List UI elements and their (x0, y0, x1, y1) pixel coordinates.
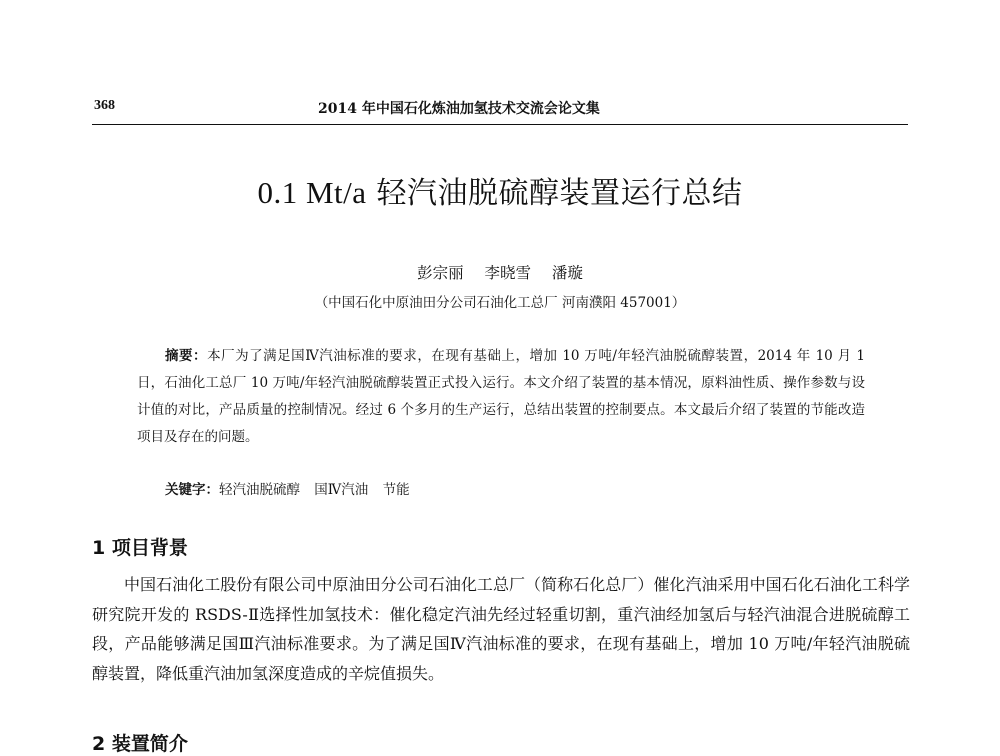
abstract-text: 本厂为了满足国Ⅳ汽油标准的要求，在现有基础上，增加 10 万吨/年轻汽油脱硫醇装置，2014 年 10 月 1 日，石油化工总厂 10 万吨/年轻汽油脱硫醇装置正式投入运行。本文介绍了装置的基本情况，原料油性质、操作参数与设计值的对比，产品质量的控制情况。经过 6 个多月的生产运行，总结出装置的控制要点。本文最后介绍了装置的节能改造项目及存在的问题。 (137, 348, 865, 445)
keywords-text: 轻汽油脱硫醇 国Ⅳ汽油 节能 (219, 482, 410, 498)
abstract-label: 摘要： (165, 348, 208, 364)
section-heading-2: 2 装置简介 (92, 733, 188, 755)
paper-title (0, 168, 1000, 212)
title-en-part: 0.1 Mt/a (257, 175, 367, 210)
page-number: 368 (94, 98, 115, 113)
keywords (165, 478, 410, 498)
keywords-label: 关键字： (165, 482, 219, 498)
affiliation: （中国石化中原油田分公司石油化工总厂 河南濮阳 457001） (314, 295, 686, 311)
running-head: 2014 年中国石化炼油加氢技术交流会论文集 (318, 101, 600, 117)
abstract (137, 343, 865, 451)
title-cn-part: 轻汽油脱硫醇装置运行总结 (376, 176, 743, 211)
section-1-paragraph: 中国石油化工股份有限公司中原油田分公司石油化工总厂（简称石化总厂）催化汽油采用中国石化石油化工科学研究院开发的 RSDS-Ⅱ选择性加氢技术：催化稳定汽油先经过轻重切割，重汽油经加氢后与轻汽油混合进脱硫醇工段，产品能够满足国Ⅲ汽油标准要求。为了满足国Ⅳ汽油标准的要求，在现有基础上，增加 10 万吨/年轻汽油脱硫醇装置，降低重汽油加氢深度造成的辛烷值损失。 (92, 575, 910, 683)
header-rule (92, 124, 908, 125)
section-heading-1: 1 项目背景 (92, 537, 188, 559)
authors: 彭宗丽 李晓雪 潘璇 (417, 264, 583, 282)
